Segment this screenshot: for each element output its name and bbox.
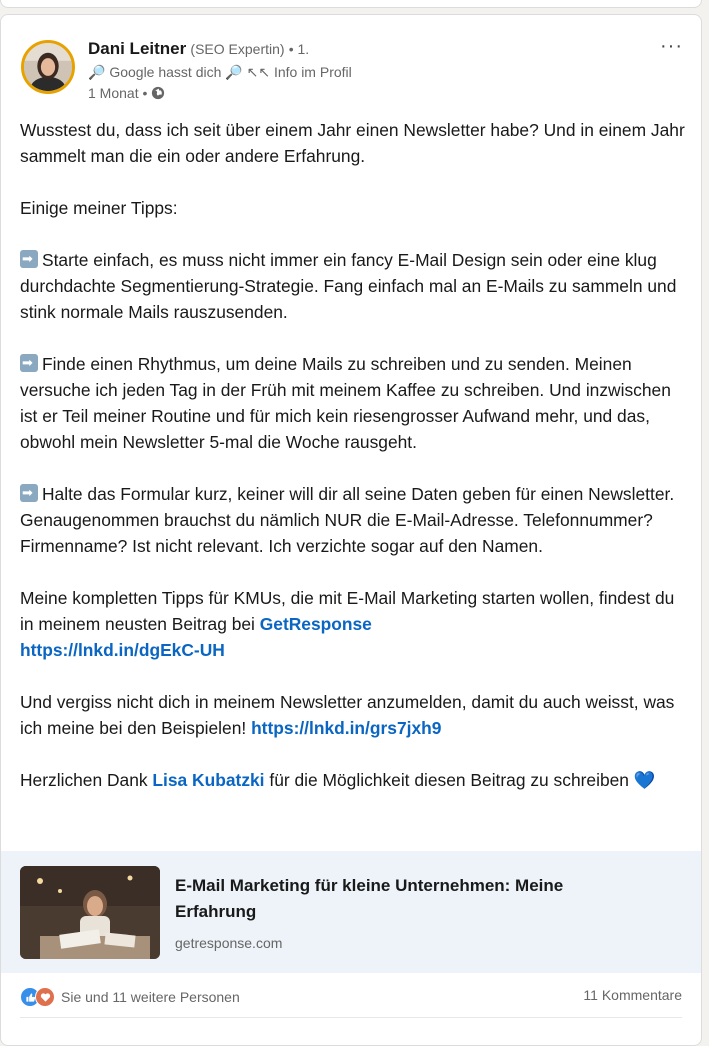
globe-icon	[151, 86, 165, 100]
arrow-right-icon	[20, 484, 38, 502]
author-role: (SEO Expertin)	[190, 41, 285, 57]
paragraph-article	[20, 585, 685, 663]
newsletter-link[interactable]: https://lnkd.in/grs7jxh9	[251, 718, 442, 738]
author-headline: 🔎 Google hasst dich 🔎 ↖↖ Info im Profil	[88, 64, 352, 80]
paragraph-text: Herzlichen Dank	[20, 770, 153, 790]
arrow-right-icon	[20, 250, 38, 268]
arrow-right-icon	[20, 354, 38, 372]
post-body	[20, 117, 685, 793]
paragraph-text: für die Möglichkeit diesen Beitrag zu schreiben	[264, 770, 634, 790]
connection-degree: • 1.	[288, 41, 310, 57]
reactions-summary[interactable]	[20, 987, 240, 1007]
article-link[interactable]: https://lnkd.in/dgEkC-UH	[20, 640, 225, 660]
author-avatar[interactable]	[21, 40, 75, 94]
heart-icon	[35, 987, 55, 1007]
preview-title[interactable]: E-Mail Marketing für kleine Unternehmen: Meine Erfahrung	[175, 876, 564, 921]
paragraph-text: Und vergiss nicht dich in meinem Newsletter anzumelden, damit du auch weisst, was ich meine bei den Beispielen!	[20, 692, 675, 738]
social-counts-bar	[1, 973, 701, 1017]
more-options-button[interactable]: ···	[660, 35, 683, 57]
tip-text: Halte das Formular kurz, keiner will dir all seine Daten geben für einen Newsletter. Genaugenommen brauchst du nämlich NUR die E-Mail-Adresse. Telefonnummer? Firmenname? Ist nicht relevant. Ich verzichte sogar auf den Namen.	[20, 484, 675, 556]
comments-count[interactable]: 11 Kommentare	[583, 987, 682, 1003]
tip-item	[20, 351, 685, 455]
actions-divider	[20, 1017, 682, 1018]
feed-post-card	[0, 14, 702, 1046]
post-time: 1 Monat •	[88, 85, 148, 101]
author-name[interactable]: Dani Leitner	[88, 39, 187, 58]
tip-text: Finde einen Rhythmus, um deine Mails zu schreiben und zu senden. Meinen versuche ich jeden Tag in der Früh mit meinem Kaffee zu schreiben. Und inzwischen ist er Teil meiner Routine und für mich kein riesengrosser Aufwand mehr, und das, obwohl mein Newsletter 5-mal die Woche rausgeht.	[20, 354, 671, 452]
link-preview-card[interactable]	[1, 851, 701, 973]
tip-text: Starte einfach, es muss nicht immer ein fancy E-Mail Design sein oder eine klug durchdachte Segmentierung-Strategie. Fang einfach mal an E-Mails zu sammeln und stink normale Mails rauszusenden.	[20, 250, 677, 322]
article-thumbnail[interactable]	[20, 866, 160, 959]
paragraph-newsletter	[20, 689, 685, 741]
tip-item	[20, 481, 685, 559]
author-line	[88, 39, 309, 59]
reactions-text: Sie und 11 weitere Personen	[61, 989, 240, 1005]
reaction-icons	[20, 987, 55, 1007]
previous-post-card	[0, 0, 702, 8]
mention-lisa-kubatzki[interactable]: Lisa Kubatzki	[152, 770, 265, 790]
paragraph-tips-heading: Einige meiner Tipps:	[20, 198, 178, 218]
post-timestamp	[88, 85, 165, 101]
paragraph-thanks	[20, 767, 685, 793]
paragraph-text: Meine kompletten Tipps für KMUs, die mit E-Mail Marketing starten wollen, findest du in meinem neusten Beitrag bei	[20, 588, 675, 634]
paragraph-intro: Wusstest du, dass ich seit über einem Jahr einen Newsletter habe? Und in einem Jahr sammelt man die ein oder andere Erfahrung.	[20, 120, 685, 166]
preview-domain: getresponse.com	[175, 935, 283, 951]
blue-heart-emoji: 💙	[633, 770, 656, 790]
mention-getresponse[interactable]: GetResponse	[259, 614, 372, 634]
tip-item	[20, 247, 685, 325]
